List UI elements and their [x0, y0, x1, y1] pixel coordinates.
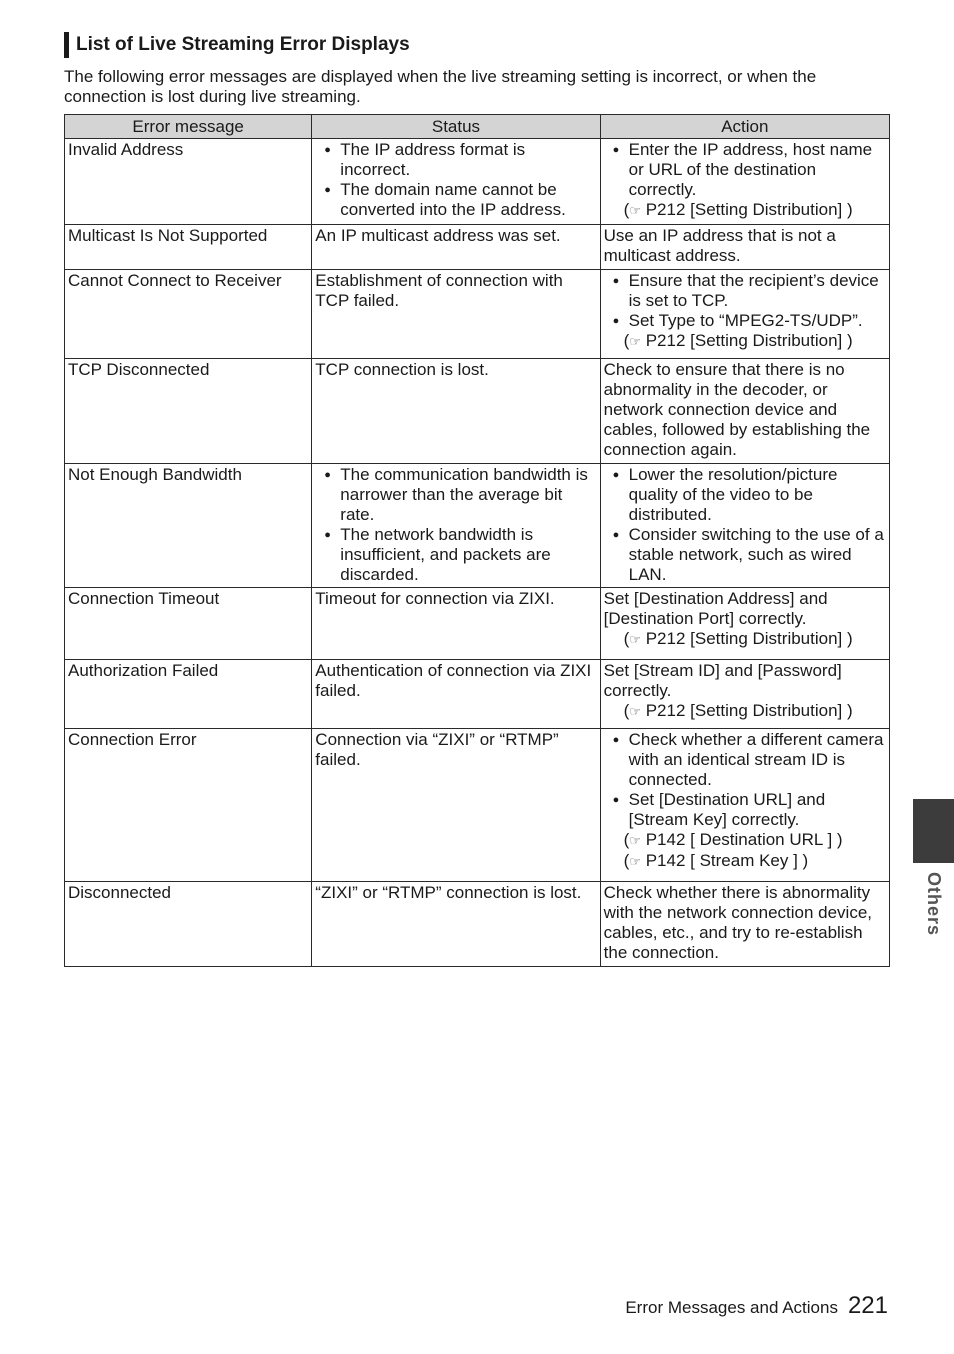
cell-text: Set [Stream ID] and [Password] correctly.	[603, 661, 842, 700]
section-title: List of Live Streaming Error Displays	[76, 34, 410, 55]
table-row	[65, 660, 890, 729]
page-reference: (☞ P212 [Setting Distribution] )	[623, 200, 853, 219]
reference-text: P212 [Setting Distribution] )	[645, 629, 853, 648]
page-reference: (☞ P212 [Setting Distribution] )	[623, 331, 853, 350]
bullet-list	[604, 140, 887, 200]
error-message-cell: Disconnected	[65, 882, 312, 967]
error-message-cell: Not Enough Bandwidth	[65, 464, 312, 588]
error-message-cell: Multicast Is Not Supported	[65, 225, 312, 270]
page-reference: (☞ P212 [Setting Distribution] )	[623, 629, 853, 648]
header-action: Action	[600, 115, 889, 139]
error-message-cell: Connection Error	[65, 729, 312, 882]
bullet-item: ● Set [Destination URL] and [Stream Key] correctly.	[604, 790, 887, 830]
action-cell	[600, 882, 889, 967]
bullet-list	[604, 465, 887, 585]
table-header-row	[65, 115, 890, 139]
cell-text: Connection via “ZIXI” or “RTMP” failed.	[315, 730, 559, 769]
bullet-list	[315, 140, 597, 220]
bullet-item: ● The IP address format is incorrect.	[315, 140, 597, 180]
table-row	[65, 464, 890, 588]
bullet-item: ● Set Type to “MPEG2-TS/UDP”.	[604, 311, 887, 331]
page-reference: (☞ P142 [ Stream Key ] )	[623, 851, 809, 870]
pointing-hand-icon: ☞	[629, 854, 641, 869]
bullet-item: ● Check whether a different camera with an identical stream ID is connected.	[604, 730, 887, 790]
reference-text: P212 [Setting Distribution] )	[645, 331, 853, 350]
bullet-list	[604, 730, 887, 830]
reference-text: P212 [Setting Distribution] )	[645, 701, 853, 720]
action-cell	[600, 139, 889, 225]
bullet-item: ● The communication bandwidth is narrower than the average bit rate.	[315, 465, 597, 525]
cell-text: Set [Destination Address] and [Destination Port] correctly.	[603, 589, 828, 628]
action-cell	[600, 660, 889, 729]
action-cell	[600, 588, 889, 660]
status-cell	[312, 270, 600, 359]
table-row	[65, 588, 890, 660]
cell-text: Check whether there is abnormality with the network connection device, cables, etc., and try to re-establish the connection.	[603, 883, 873, 962]
bullet-item: ● Lower the resolution/picture quality of the video to be distributed.	[604, 465, 887, 525]
side-tab-marker	[913, 799, 954, 863]
error-message-cell: Cannot Connect to Receiver	[65, 270, 312, 359]
side-tab-label: Others	[924, 872, 944, 937]
page-reference: (☞ P142 [ Destination URL ] )	[623, 830, 843, 849]
bullet-item: ● The domain name cannot be converted into the IP address.	[315, 180, 597, 220]
footer-section-label: Error Messages and Actions	[625, 1298, 838, 1317]
error-message-cell: TCP Disconnected	[65, 359, 312, 464]
section-heading	[64, 32, 410, 58]
action-cell	[600, 359, 889, 464]
cell-text: Establishment of connection with TCP failed.	[315, 271, 563, 310]
table-row	[65, 359, 890, 464]
bullet-item: ● Consider switching to the use of a stable network, such as wired LAN.	[604, 525, 887, 585]
cell-text: Check to ensure that there is no abnormality in the decoder, or network connection device and cables, followed by establishing the connection again.	[603, 360, 871, 459]
header-error-message: Error message	[65, 115, 312, 139]
header-status: Status	[312, 115, 600, 139]
bullet-list	[315, 465, 597, 585]
status-cell	[312, 660, 600, 729]
error-message-cell: Invalid Address	[65, 139, 312, 225]
bullet-item: ● The network bandwidth is insufficient, and packets are discarded.	[315, 525, 597, 585]
table-row	[65, 225, 890, 270]
table-row	[65, 882, 890, 967]
page-footer	[625, 1292, 888, 1320]
status-cell	[312, 225, 600, 270]
page-reference: (☞ P212 [Setting Distribution] )	[623, 701, 853, 720]
cell-text: Use an IP address that is not a multicast address.	[603, 226, 836, 265]
pointing-hand-icon: ☞	[629, 833, 641, 848]
cell-text: An IP multicast address was set.	[315, 226, 561, 245]
reference-text: P142 [ Stream Key ] )	[645, 851, 809, 870]
bullet-list	[604, 271, 887, 331]
action-cell	[600, 270, 889, 359]
error-message-cell: Authorization Failed	[65, 660, 312, 729]
status-cell	[312, 729, 600, 882]
pointing-hand-icon: ☞	[629, 632, 641, 647]
action-cell	[600, 729, 889, 882]
reference-text: P212 [Setting Distribution] )	[645, 200, 853, 219]
error-message-cell: Connection Timeout	[65, 588, 312, 660]
action-cell	[600, 464, 889, 588]
pointing-hand-icon: ☞	[629, 704, 641, 719]
pointing-hand-icon: ☞	[629, 203, 641, 218]
cell-text: TCP connection is lost.	[315, 360, 489, 379]
error-table	[64, 114, 890, 967]
status-cell	[312, 588, 600, 660]
status-cell	[312, 464, 600, 588]
bullet-item: ● Ensure that the recipient’s device is set to TCP.	[604, 271, 887, 311]
reference-text: P142 [ Destination URL ] )	[645, 830, 843, 849]
pointing-hand-icon: ☞	[629, 334, 641, 349]
table-row	[65, 270, 890, 359]
page-number: 221	[847, 1292, 888, 1319]
intro-paragraph: The following error messages are displayed when the live streaming setting is incorrect, or when the connection is lost during live streaming.	[64, 67, 817, 106]
table-row	[65, 729, 890, 882]
table-row	[65, 139, 890, 225]
status-cell	[312, 139, 600, 225]
status-cell	[312, 359, 600, 464]
action-cell	[600, 225, 889, 270]
cell-text: “ZIXI” or “RTMP” connection is lost.	[315, 883, 582, 902]
heading-bar	[64, 32, 69, 58]
cell-text: Timeout for connection via ZIXI.	[315, 589, 555, 608]
status-cell	[312, 882, 600, 967]
cell-text: Authentication of connection via ZIXI failed.	[315, 661, 592, 700]
bullet-item: ● Enter the IP address, host name or URL of the destination correctly.	[604, 140, 887, 200]
